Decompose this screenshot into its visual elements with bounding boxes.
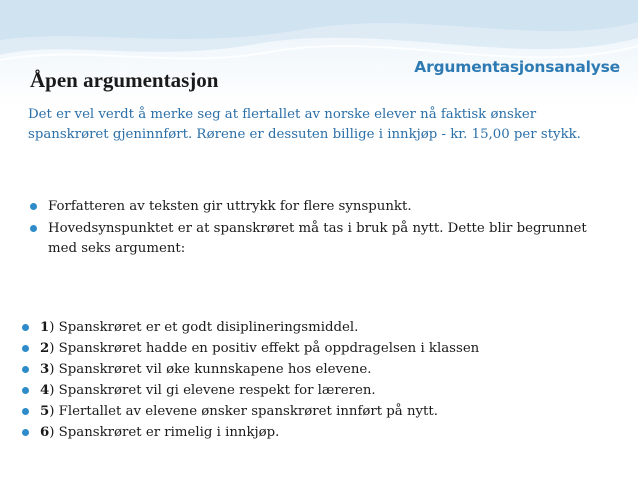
arguments-list: [22, 318, 602, 444]
list-item: [22, 402, 602, 422]
bullet-icon: [22, 345, 29, 352]
argument-text: ) Spanskrøret hadde en positiv effekt på oppdragelsen i klassen: [49, 341, 480, 356]
list-item: [22, 381, 602, 401]
page-title: Åpen argumentasjon: [30, 68, 219, 92]
argument-number: 4: [40, 383, 50, 398]
point-text: Forfatteren av teksten gir uttrykk for flere synspunkt.: [48, 199, 412, 214]
bullet-icon: [22, 429, 29, 436]
list-item: [22, 318, 602, 338]
quoted-text: Det er vel verdt å merke seg at flertallet av norske elever nå faktisk ønsker spanskrøret gjeninnført. Rørene er dessuten billige i innkjøp - kr. 15,00 per stykk.: [28, 107, 581, 142]
points-list: [30, 197, 610, 261]
bullet-icon: [22, 387, 29, 394]
argument-text: ) Spanskrøret er et godt disiplineringsmiddel.: [49, 320, 359, 335]
header-wave-decoration: [0, 0, 638, 110]
list-item: [22, 423, 602, 443]
list-item: [30, 197, 610, 217]
argument-text: ) Spanskrøret vil gi elevene respekt for læreren.: [49, 383, 376, 398]
argument-number: 2: [40, 341, 50, 356]
argument-number: 5: [40, 404, 50, 419]
argument-text: ) Spanskrøret er rimelig i innkjøp.: [49, 425, 280, 440]
list-item: [30, 219, 610, 259]
list-item: [22, 339, 602, 359]
bullet-icon: [22, 408, 29, 415]
bullet-icon: [22, 324, 29, 331]
bullet-icon: [22, 366, 29, 373]
point-text: Hovedsynspunktet er at spanskrøret må tas i bruk på nytt. Dette blir begrunnet med seks argument:: [48, 221, 587, 256]
argument-text: ) Spanskrøret vil øke kunnskapene hos elevene.: [49, 362, 372, 377]
bullet-icon: [30, 225, 37, 232]
list-item: [22, 360, 602, 380]
argument-number: 1: [40, 320, 50, 335]
brand-label: Argumentasjonsanalyse: [414, 58, 620, 76]
bullet-icon: [30, 203, 37, 210]
argument-text: ) Flertallet av elevene ønsker spanskrøret innført på nytt.: [49, 404, 438, 419]
argument-number: 6: [40, 425, 50, 440]
argument-number: 3: [40, 362, 50, 377]
